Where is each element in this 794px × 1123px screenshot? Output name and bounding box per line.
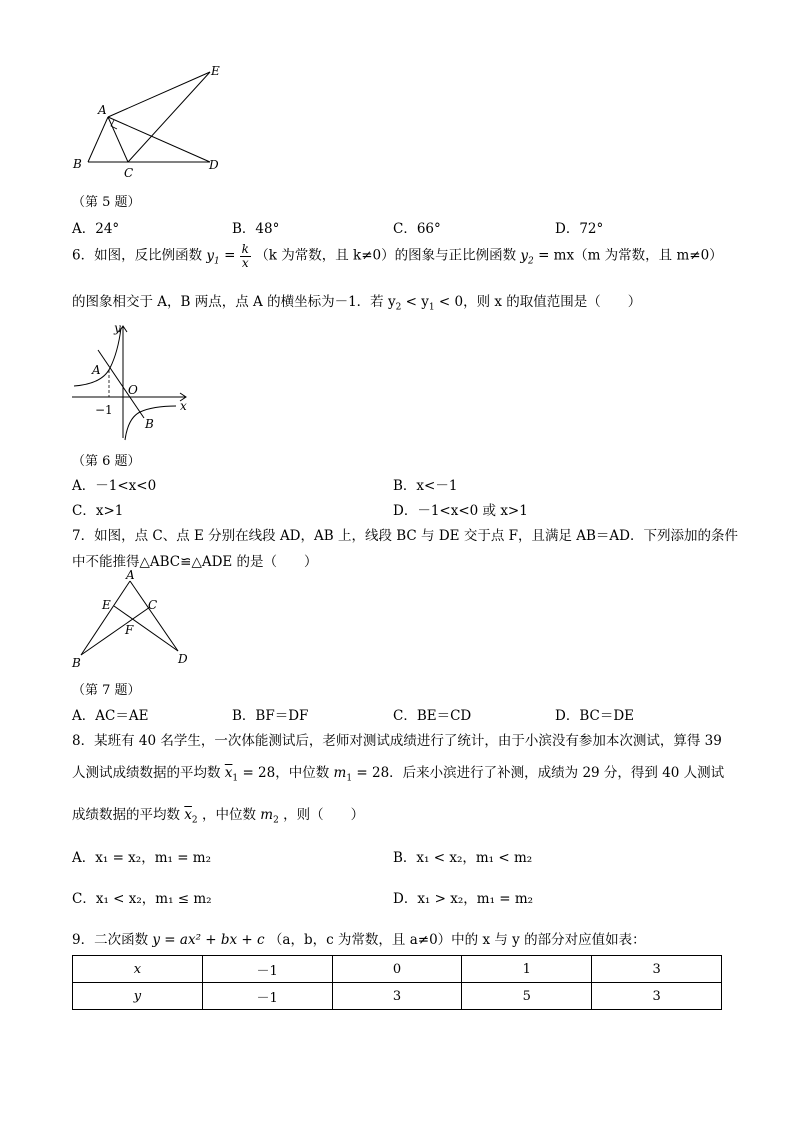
- table-cell: 1: [462, 956, 592, 983]
- q6-label-x: x: [180, 399, 187, 413]
- table-cell: 3: [592, 956, 722, 983]
- table-cell: x: [73, 956, 203, 983]
- q8-xbar1: $\overline{x}$: [224, 765, 233, 781]
- q5-figure: [68, 62, 238, 182]
- table-row: [73, 983, 722, 1010]
- q5-caption: （第 5 题）: [72, 195, 141, 210]
- q6-frac-den: x: [241, 255, 249, 270]
- q6-stem-d: < y: [401, 294, 429, 310]
- q6-fraction: [240, 243, 251, 269]
- q7-label-c: C: [148, 598, 158, 612]
- q6-label-o: O: [128, 383, 138, 397]
- q8-stem-line3: 成绩数据的平均数 $\overline{x}_2$ ，中位数 $m_2$ ，则（ ）: [72, 807, 365, 826]
- q9-value-table: [72, 955, 722, 1010]
- q6-label-neg1: −1: [95, 403, 113, 417]
- q7-option-c[interactable]: C．BE＝CD: [393, 708, 472, 724]
- q8-option-a[interactable]: A．x₁ = x₂，m₁ = m₂: [72, 850, 212, 866]
- q5-option-d[interactable]: D．72°: [555, 221, 604, 237]
- q8-option-d[interactable]: D．x₁ > x₂，m₁ = m₂: [393, 891, 534, 907]
- q9-stem: [72, 928, 646, 948]
- q7-label-d: D: [178, 652, 188, 666]
- table-cell: 5: [462, 983, 592, 1010]
- q6-option-a[interactable]: A．－1<x<0: [72, 478, 157, 494]
- q5-label-e: E: [211, 64, 220, 78]
- q5-option-b[interactable]: B．48°: [232, 221, 280, 237]
- q7-figure: [68, 568, 198, 673]
- q8-option-c[interactable]: C．x₁ < x₂，m₁ ≤ m₂: [72, 891, 212, 907]
- q6-option-c[interactable]: C．x>1: [72, 503, 124, 519]
- q6-stem-line2: 的图象相交于 A，B 两点，点 A 的横坐标为－1．若 $y_2 < y_1 < 0$，则 x 的取值范围是（ ）: [72, 294, 642, 313]
- table-cell: 3: [592, 983, 722, 1010]
- q6-eq1: =: [224, 247, 236, 264]
- q7-label-b: B: [72, 656, 81, 670]
- q5-label-b: B: [73, 157, 82, 171]
- q6-stem-c: 的图象相交于 A，B 两点，点 A 的横坐标为－1．若 y: [72, 294, 396, 310]
- q9-stem-a: 9．二次函数: [72, 932, 149, 948]
- table-cell: 0: [332, 956, 462, 983]
- table-row: [73, 956, 722, 983]
- q6-y1: $y_1$: [206, 247, 220, 267]
- q6-caption: （第 6 题）: [72, 454, 141, 469]
- q7-stem-line1: 7．如图，点 C、点 E 分别在线段 AD，AB 上，线段 BC 与 DE 交于点 F，且满足 AB＝AD．下列添加的条件: [72, 528, 739, 544]
- q8-stem-2a: 人测试成绩数据的平均数: [72, 765, 221, 781]
- q6-y2: $y_2$: [520, 247, 534, 267]
- q6-option-d[interactable]: D．－1<x<0 或 x>1: [393, 503, 528, 519]
- q6-stem-a: 6．如图，反比例函数: [72, 247, 203, 264]
- q6-label-a: A: [92, 363, 101, 377]
- q7-caption: （第 7 题）: [72, 683, 141, 698]
- table-cell: 3: [332, 983, 462, 1010]
- q6-label-b: B: [145, 417, 154, 431]
- table-cell: －1: [202, 956, 332, 983]
- q7-label-a: A: [126, 568, 135, 582]
- q8-stem-3c: ，则（ ）: [283, 807, 365, 823]
- q8-stem-3b: ，中位数: [201, 807, 256, 823]
- q8-xbar2: $\overline{x}$: [184, 807, 192, 823]
- table-cell: y: [73, 983, 203, 1010]
- q8-m2: m: [260, 807, 274, 823]
- q7-option-b[interactable]: B．BF＝DF: [232, 708, 309, 724]
- q5-label-c: C: [124, 166, 134, 180]
- q6-option-b[interactable]: B．x<－1: [393, 478, 458, 494]
- q5-label-d: D: [209, 158, 219, 172]
- q8-option-b[interactable]: B．x₁ < x₂，m₁ < m₂: [393, 850, 533, 866]
- q9-formula: y = ax² + bx + c: [152, 932, 265, 948]
- q8-stem-2b: = 28，中位数: [242, 765, 330, 781]
- q5-option-a[interactable]: A．24°: [72, 221, 120, 237]
- q8-stem-2c: = 28．后来小滨进行了补测，成绩为 29 分，得到 40 人测试: [356, 765, 725, 781]
- q9-stem-b: （a，b，c 为常数，且 a≠0）中的 x 与 y 的部分对应值如表：: [268, 932, 646, 948]
- q5-label-a: A: [98, 103, 107, 117]
- q6-frac-num: k: [241, 242, 249, 256]
- q8-stem-line2: 人测试成绩数据的平均数 $\overline{x}_1 = 28$，中位数 $m_1 = 28$．后来小滨进行了补测，成绩为 29 分，得到 40 人测试: [72, 765, 725, 784]
- q6-label-y: y: [114, 321, 121, 335]
- q7-option-d[interactable]: D．BC＝DE: [555, 708, 635, 724]
- q7-label-e: E: [102, 598, 111, 612]
- q8-stem-3a: 成绩数据的平均数: [72, 807, 180, 823]
- q6-stem-line1: [72, 243, 723, 269]
- table-cell: －1: [202, 983, 332, 1010]
- q5-option-c[interactable]: C．66°: [393, 221, 441, 237]
- q6-stem-b: （k 为常数，且 k≠0）的图象与正比例函数: [255, 247, 517, 264]
- q6-eq2: = mx（m 为常数，且 m≠0）: [538, 247, 723, 264]
- q7-stem-line2: 中不能推得△ABC≌△ADE 的是（ ）: [72, 554, 318, 570]
- q7-option-a[interactable]: A．AC＝AE: [72, 708, 149, 724]
- q6-figure: [68, 318, 198, 443]
- q7-label-f: F: [125, 623, 134, 637]
- q8-stem-line1: 8．某班有 40 名学生，一次体能测试后，老师对测试成绩进行了统计，由于小滨没有参加本次测试，算得 39: [72, 733, 722, 749]
- q6-stem-e: < 0，则 x 的取值范围是（ ）: [434, 294, 642, 310]
- q8-m1: m: [333, 765, 347, 781]
